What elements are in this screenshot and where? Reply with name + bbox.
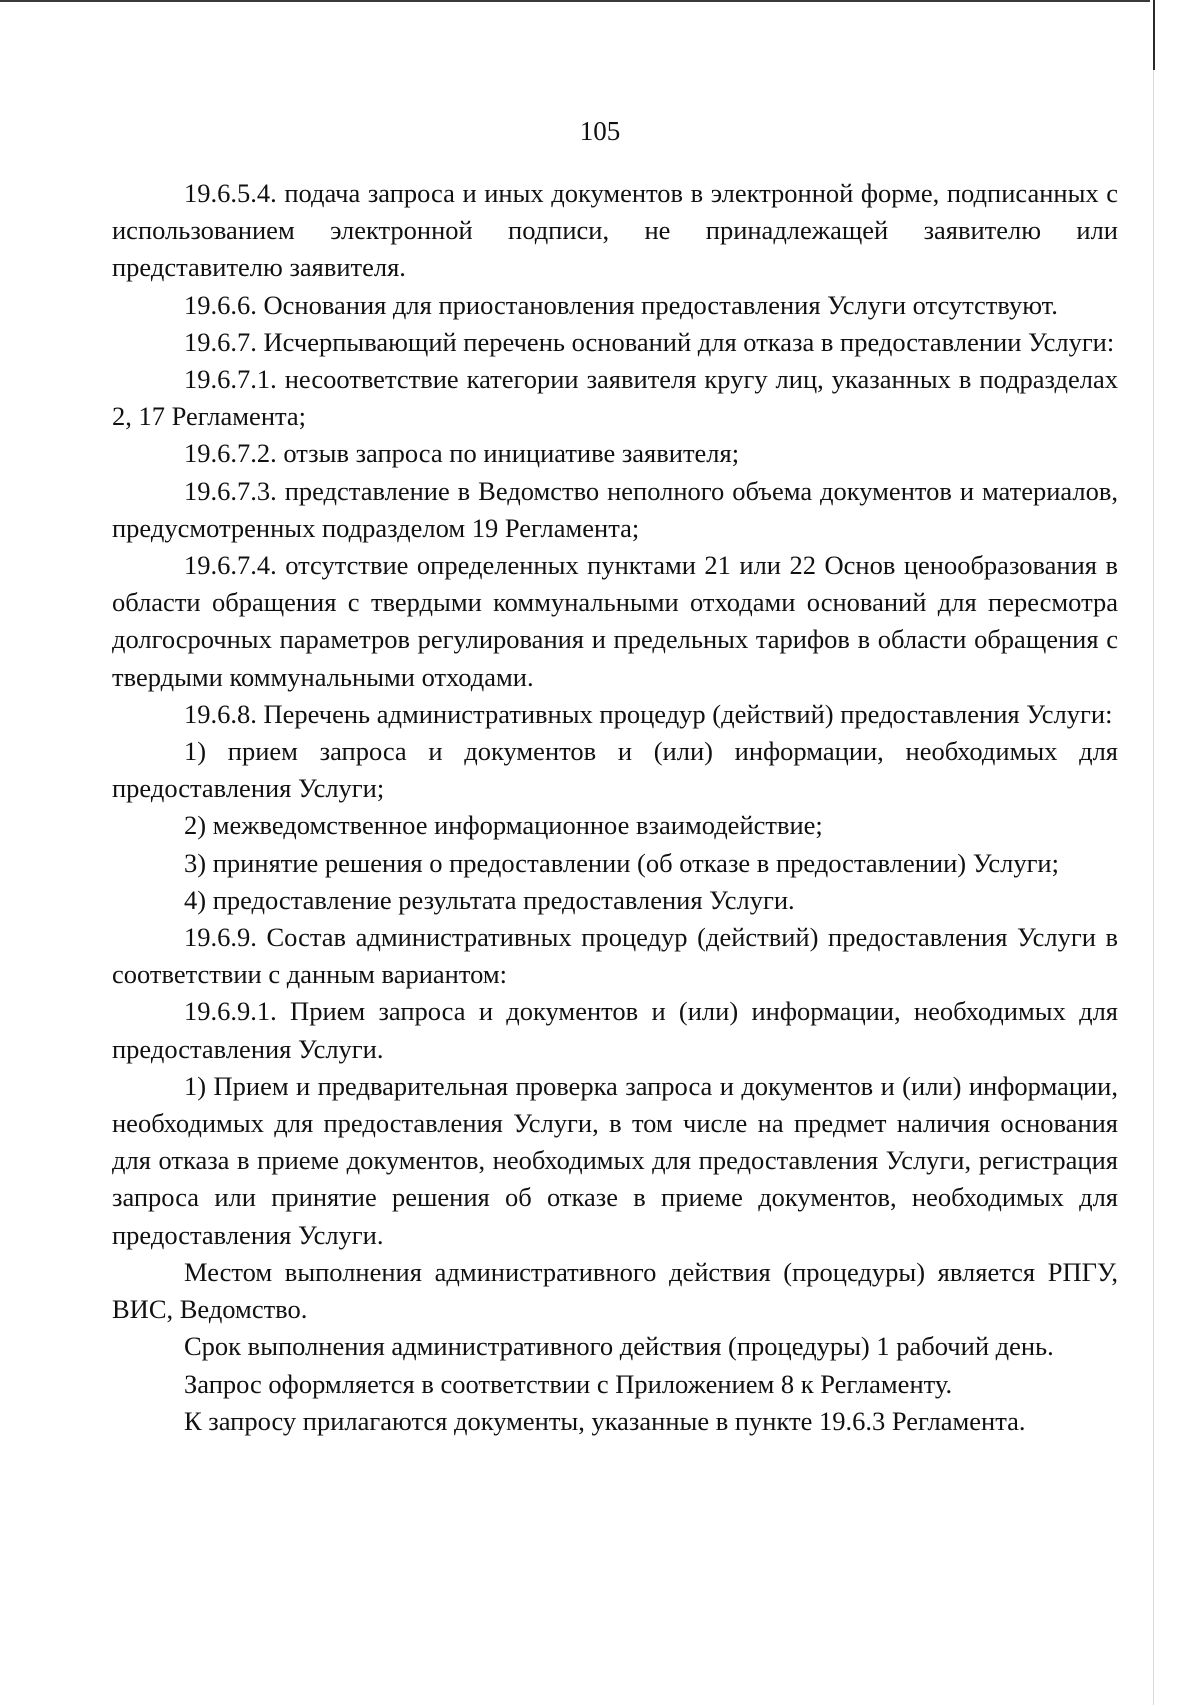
paragraph-19-6-7-3: 19.6.7.3. представление в Ведомство неполного объема документов и материалов, предусмотренных подразделом 19 Регламента; — [112, 475, 1118, 543]
list-item-3: 3) принятие решения о предоставлении (об отказе в предоставлении) Услуги; — [184, 847, 1059, 878]
page-number: 105 — [579, 116, 621, 146]
procedure-deadline: Срок выполнения административного действия (процедуры) 1 рабочий день. — [184, 1331, 1054, 1362]
procedure-location: Местом выполнения административного действия (процедуры) является РПГУ, ВИС, Ведомство. — [112, 1256, 1118, 1325]
scan-right-edge-faint — [1153, 70, 1154, 1705]
paragraph-19-6-7: 19.6.7. Исчерпывающий перечень оснований для отказа в предоставлении Услуги: — [184, 326, 1115, 357]
scan-right-edge — [1153, 0, 1155, 70]
paragraph-19-6-5-4: 19.6.5.4. подача запроса и иных документов в электронной форме, подписанных с использованием электронной подписи, не принадлежащей заявителю или представителю заявителя. — [112, 178, 1118, 283]
paragraph-19-6-9: 19.6.9. Состав административных процедур (действий) предоставления Услуги в соответствии с данным вариантом: — [112, 922, 1118, 990]
paragraph-19-6-8: 19.6.8. Перечень административных процедур (действий) предоставления Услуги: — [184, 698, 1113, 729]
list-item-1: 1) прием запроса и документов и (или) информации, необходимых для предоставления Услуги; — [112, 736, 1118, 804]
paragraph-19-6-7-2: 19.6.7.2. отзыв запроса по инициативе заявителя; — [184, 438, 740, 469]
list-item-4: 4) предоставление результата предоставления Услуги. — [184, 884, 795, 915]
procedure-step-1: 1) Прием и предварительная проверка запроса и документов и (или) информации, необходимых для предоставления Услуги, в том числе на предмет наличия основания для отказа в приеме документов, необходимых для предоставления Услуги, регистрация запроса или принятие решения об отказе в приеме документов, необходимых для предоставления Услуги. — [112, 1070, 1118, 1250]
paragraph-19-6-6: 19.6.6. Основания для приостановления предоставления Услуги отсутствуют. — [184, 289, 1058, 320]
request-attachments: К запросу прилагаются документы, указанные в пункте 19.6.3 Регламента. — [184, 1405, 1026, 1436]
list-item-2: 2) межведомственное информационное взаимодействие; — [184, 810, 823, 841]
document-body — [112, 175, 1118, 1440]
paragraph-19-6-9-1: 19.6.9.1. Прием запроса и документов и (или) информации, необходимых для предоставления Услуги. — [112, 996, 1118, 1064]
paragraph-19-6-7-4: 19.6.7.4. отсутствие определенных пунктами 21 или 22 Основ ценообразования в области обращения с твердыми коммунальными отходами оснований для пересмотра долгосрочных параметров регулирования и предельных тарифов в области обращения с твердыми коммунальными отходами. — [112, 550, 1118, 692]
paragraph-19-6-7-1: 19.6.7.1. несоответствие категории заявителя кругу лиц, указанных в подразделах 2, 17 Регламента; — [112, 364, 1118, 432]
scan-top-edge — [0, 0, 1150, 2]
request-format: Запрос оформляется в соответствии с Приложением 8 к Регламенту. — [184, 1368, 953, 1399]
